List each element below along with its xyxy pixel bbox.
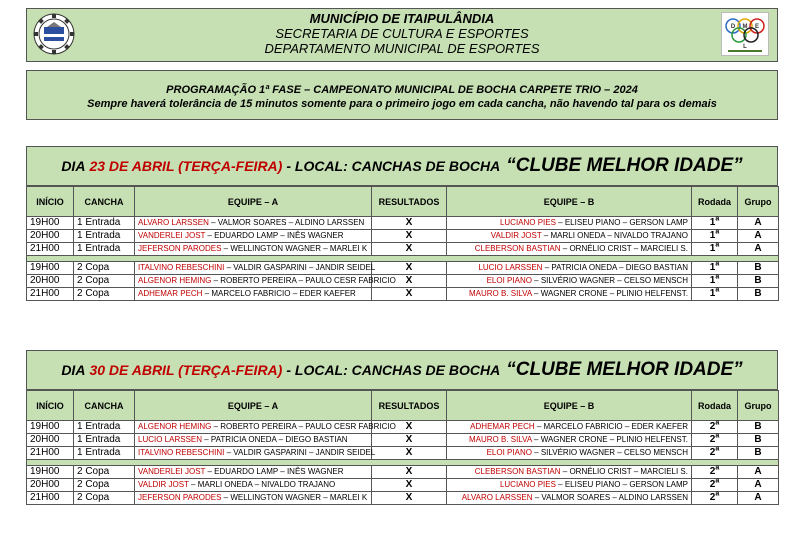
table-row bbox=[27, 262, 779, 275]
team-a-members: – PATRICIA ONEDA – DIEGO BASTIAN bbox=[202, 435, 348, 444]
court: 1 Entrada bbox=[74, 217, 135, 230]
team-a-members: – VALDIR GASPARINI – JANDIR SEIDEL bbox=[224, 448, 376, 457]
team-a-captain: ALVARO LARSSEN bbox=[138, 218, 209, 227]
group: B bbox=[738, 447, 779, 460]
programming-box bbox=[26, 70, 778, 120]
result: X bbox=[372, 492, 447, 505]
team-a-members: – EDUARDO LAMP – INÊS WAGNER bbox=[205, 467, 344, 476]
team-b-members: – PATRICIA ONEDA – DIEGO BASTIAN bbox=[542, 263, 688, 272]
group: A bbox=[738, 230, 779, 243]
day-prefix: DIA bbox=[61, 158, 86, 174]
team-a bbox=[135, 421, 396, 434]
team-a-captain: VANDERLEI JOST bbox=[138, 467, 206, 476]
round bbox=[692, 243, 738, 256]
round-number: 2 bbox=[709, 421, 716, 432]
result: X bbox=[372, 262, 447, 275]
team-b bbox=[447, 230, 692, 243]
ordinal-mark: a bbox=[715, 490, 720, 498]
court: 2 Copa bbox=[74, 492, 135, 505]
start-time: 19H00 bbox=[27, 466, 74, 479]
team-b-captain: LUCIO LARSSEN bbox=[478, 263, 543, 272]
table-row bbox=[27, 230, 779, 243]
round bbox=[692, 421, 738, 434]
team-b-members: – ELISEU PIANO – GERSON LAMP bbox=[555, 480, 688, 489]
table-row bbox=[27, 479, 779, 492]
court: 1 Entrada bbox=[74, 243, 135, 256]
start-time: 20H00 bbox=[27, 479, 74, 492]
round bbox=[692, 466, 738, 479]
team-a bbox=[135, 434, 372, 447]
start-time: 19H00 bbox=[27, 262, 74, 275]
group: B bbox=[738, 421, 779, 434]
col-equipe-a: EQUIPE – A bbox=[135, 391, 372, 421]
ordinal-mark: a bbox=[715, 477, 720, 485]
col-cancha: CANCHA bbox=[74, 187, 135, 217]
table-header-row bbox=[27, 391, 779, 421]
ordinal-mark: a bbox=[715, 228, 720, 236]
team-b-members: – MARCELO FABRICIO – EDER KAEFER bbox=[534, 422, 688, 431]
team-b bbox=[447, 492, 692, 505]
day-date: 30 DE ABRIL (TERÇA-FEIRA) bbox=[89, 362, 283, 378]
round-number: 1 bbox=[709, 262, 716, 273]
round-number: 2 bbox=[709, 492, 716, 503]
start-time: 19H00 bbox=[27, 217, 74, 230]
header-box bbox=[26, 8, 778, 62]
round bbox=[692, 434, 738, 447]
start-time: 21H00 bbox=[27, 492, 74, 505]
start-time: 21H00 bbox=[27, 288, 74, 301]
secretariat-name: SECRETARIA DE CULTURA E ESPORTES bbox=[275, 26, 529, 41]
team-a-members: – WELLINGTON WAGNER – MARLEI K bbox=[221, 244, 368, 253]
team-a bbox=[135, 217, 372, 230]
team-a bbox=[135, 492, 372, 505]
col-equipe-b: EQUIPE – B bbox=[447, 187, 692, 217]
start-time: 21H00 bbox=[27, 447, 74, 460]
team-a bbox=[135, 230, 372, 243]
team-b bbox=[447, 262, 692, 275]
start-time: 20H00 bbox=[27, 230, 74, 243]
programming-title: PROGRAMAÇÃO 1ª FASE – CAMPEONATO MUNICIPAL DE BOCHA CARPETE TRIO – 2024 bbox=[166, 84, 638, 96]
group: B bbox=[738, 288, 779, 301]
round-number: 1 bbox=[709, 230, 716, 241]
team-a-captain: ITALVINO REBESCHINI bbox=[138, 263, 225, 272]
group: A bbox=[738, 492, 779, 505]
team-b-captain: ADHEMAR PECH bbox=[470, 422, 535, 431]
day-local-label: - LOCAL: CANCHAS DE BOCHA bbox=[286, 158, 501, 174]
team-b-captain: ELOI PIANO bbox=[486, 276, 532, 285]
table-row bbox=[27, 217, 779, 230]
round-number: 2 bbox=[709, 466, 716, 477]
team-b bbox=[447, 479, 692, 492]
team-a-captain: JEFERSON PARODES bbox=[138, 493, 222, 502]
team-b-members: – SILVÉRIO WAGNER – CELSO MENSCH bbox=[531, 276, 688, 285]
team-b-members: – VALMOR SOARES – ALDINO LARSSEN bbox=[532, 493, 688, 502]
team-a-members: – EDUARDO LAMP – INÊS WAGNER bbox=[205, 231, 344, 240]
team-b bbox=[447, 447, 692, 460]
round-number: 1 bbox=[709, 275, 716, 286]
ordinal-mark: a bbox=[715, 445, 720, 453]
start-time: 19H00 bbox=[27, 421, 74, 434]
round bbox=[692, 479, 738, 492]
table-row bbox=[27, 421, 779, 434]
ordinal-mark: a bbox=[715, 286, 720, 294]
dmel-logo-icon bbox=[721, 12, 769, 56]
group: B bbox=[738, 434, 779, 447]
team-b-captain: ELOI PIANO bbox=[486, 448, 532, 457]
team-b-captain: ALVARO LARSSEN bbox=[461, 493, 533, 502]
result: X bbox=[372, 288, 447, 301]
col-grupo: Grupo bbox=[738, 187, 779, 217]
team-b-members: – WAGNER CRONE – PLINIO HELFENST. bbox=[531, 435, 688, 444]
result: X bbox=[372, 217, 447, 230]
table-row bbox=[27, 466, 779, 479]
result: X bbox=[372, 479, 447, 492]
team-b-members: – MARLI ONEDA – NIVALDO TRAJANO bbox=[541, 231, 688, 240]
team-a-members: – ROBERTO PEREIRA – PAULO CESR FABRICIO bbox=[211, 276, 396, 285]
group: B bbox=[738, 262, 779, 275]
table-header-row bbox=[27, 187, 779, 217]
round bbox=[692, 447, 738, 460]
team-b bbox=[447, 421, 692, 434]
result: X bbox=[372, 421, 447, 434]
svg-text:M: M bbox=[742, 24, 748, 30]
team-a-members: – VALDIR GASPARINI – JANDIR SEIDEL bbox=[224, 263, 376, 272]
day-venue: “CLUBE MELHOR IDADE” bbox=[506, 155, 743, 176]
start-time: 21H00 bbox=[27, 243, 74, 256]
day-title bbox=[26, 146, 778, 186]
ordinal-mark: a bbox=[715, 464, 720, 472]
schedule-table bbox=[26, 390, 779, 505]
team-b-captain: LUCIANO PIES bbox=[499, 218, 556, 227]
court: 1 Entrada bbox=[74, 434, 135, 447]
team-a-members: – MARLI ONEDA – NIVALDO TRAJANO bbox=[188, 480, 336, 489]
group: A bbox=[738, 243, 779, 256]
day-prefix: DIA bbox=[61, 362, 86, 378]
team-b-captain: LUCIANO PIES bbox=[499, 480, 556, 489]
team-a bbox=[135, 243, 372, 256]
team-a-members: – WELLINGTON WAGNER – MARLEI K bbox=[221, 493, 368, 502]
team-b-members: – WAGNER CRONE – PLINIO HELFENST. bbox=[531, 289, 688, 298]
team-a-captain: VALDIR JOST bbox=[138, 480, 189, 489]
round-number: 2 bbox=[709, 447, 716, 458]
schedule-table bbox=[26, 186, 779, 301]
team-a-captain: ADHEMAR PECH bbox=[138, 289, 203, 298]
team-a-members: – ROBERTO PEREIRA – PAULO CESR FABRICIO bbox=[211, 422, 396, 431]
day-title bbox=[26, 350, 778, 390]
team-a bbox=[135, 275, 396, 288]
team-b-captain: VALDIR JOST bbox=[490, 231, 542, 240]
round bbox=[692, 275, 738, 288]
tolerance-note: Sempre haverá tolerância de 15 minutos somente para o primeiro jogo em cada cancha, não havendo tal para os demais bbox=[87, 98, 717, 110]
ordinal-mark: a bbox=[715, 215, 720, 223]
col-equipe-a: EQUIPE – A bbox=[135, 187, 372, 217]
round-number: 1 bbox=[709, 288, 716, 299]
team-b-captain: CLEBERSON BASTIAN bbox=[474, 244, 561, 253]
round-number: 2 bbox=[709, 434, 716, 445]
team-b bbox=[447, 217, 692, 230]
round bbox=[692, 288, 738, 301]
col-grupo: Grupo bbox=[738, 391, 779, 421]
team-a bbox=[135, 288, 372, 301]
team-a-captain: ALGENOR HEMING bbox=[138, 422, 212, 431]
team-a-captain: ALGENOR HEMING bbox=[138, 276, 212, 285]
table-row bbox=[27, 288, 779, 301]
team-b-members: – SILVÉRIO WAGNER – CELSO MENSCH bbox=[531, 448, 688, 457]
round-number: 2 bbox=[709, 479, 716, 490]
team-b bbox=[447, 275, 692, 288]
col-equipe-b: EQUIPE – B bbox=[447, 391, 692, 421]
court: 2 Copa bbox=[74, 262, 135, 275]
team-a bbox=[135, 479, 372, 492]
day-date: 23 DE ABRIL (TERÇA-FEIRA) bbox=[89, 158, 283, 174]
court: 2 Copa bbox=[74, 275, 135, 288]
round bbox=[692, 262, 738, 275]
team-a-captain: JEFERSON PARODES bbox=[138, 244, 222, 253]
court: 1 Entrada bbox=[74, 230, 135, 243]
col-inicio: INÍCIO bbox=[27, 187, 74, 217]
start-time: 20H00 bbox=[27, 434, 74, 447]
table-row bbox=[27, 243, 779, 256]
team-b-members: – ELISEU PIANO – GERSON LAMP bbox=[555, 218, 688, 227]
group: A bbox=[738, 217, 779, 230]
ordinal-mark: a bbox=[715, 419, 720, 427]
col-cancha: CANCHA bbox=[74, 391, 135, 421]
result: X bbox=[372, 243, 447, 256]
team-b bbox=[447, 434, 692, 447]
col-inicio: INÍCIO bbox=[27, 391, 74, 421]
team-a-members: – MARCELO FABRICIO – EDER KAEFER bbox=[202, 289, 356, 298]
municipality-name: MUNICÍPIO DE ITAIPULÂNDIA bbox=[309, 11, 495, 26]
municipality-seal-icon bbox=[33, 13, 75, 55]
ordinal-mark: a bbox=[715, 241, 720, 249]
svg-text:E: E bbox=[754, 24, 760, 30]
group: A bbox=[738, 479, 779, 492]
day-venue: “CLUBE MELHOR IDADE” bbox=[506, 359, 743, 380]
result: X bbox=[372, 434, 447, 447]
team-a-captain: VANDERLEI JOST bbox=[138, 231, 206, 240]
col-rodada: Rodada bbox=[692, 391, 738, 421]
start-time: 20H00 bbox=[27, 275, 74, 288]
result: X bbox=[372, 230, 447, 243]
court: 2 Copa bbox=[74, 288, 135, 301]
ordinal-mark: a bbox=[715, 432, 720, 440]
team-b-captain: CLEBERSON BASTIAN bbox=[474, 467, 561, 476]
round-number: 1 bbox=[709, 243, 716, 254]
result: X bbox=[372, 466, 447, 479]
col-resultados: RESULTADOS bbox=[372, 187, 447, 217]
table-row bbox=[27, 447, 779, 460]
ordinal-mark: a bbox=[715, 260, 720, 268]
round bbox=[692, 230, 738, 243]
team-a bbox=[135, 262, 376, 275]
col-rodada: Rodada bbox=[692, 187, 738, 217]
table-row bbox=[27, 492, 779, 505]
result: X bbox=[372, 275, 447, 288]
round bbox=[692, 492, 738, 505]
table-row bbox=[27, 434, 779, 447]
team-a-captain: ITALVINO REBESCHINI bbox=[138, 448, 225, 457]
team-a bbox=[135, 466, 372, 479]
team-b-members: – ORNÉLIO CRIST – MARCIELI S. bbox=[560, 244, 688, 253]
team-b-captain: MAURO B. SILVA bbox=[468, 435, 532, 444]
ordinal-mark: a bbox=[715, 273, 720, 281]
team-b-members: – ORNÉLIO CRIST – MARCIELI S. bbox=[560, 467, 688, 476]
group: A bbox=[738, 466, 779, 479]
court: 2 Copa bbox=[74, 466, 135, 479]
court: 1 Entrada bbox=[74, 447, 135, 460]
team-a-captain: LUCIO LARSSEN bbox=[138, 435, 203, 444]
group: B bbox=[738, 275, 779, 288]
court: 2 Copa bbox=[74, 479, 135, 492]
svg-text:L: L bbox=[743, 44, 747, 50]
day-local-label: - LOCAL: CANCHAS DE BOCHA bbox=[286, 362, 501, 378]
team-b bbox=[447, 466, 692, 479]
round-number: 1 bbox=[709, 217, 716, 228]
svg-text:D: D bbox=[730, 24, 736, 30]
team-b bbox=[447, 243, 692, 256]
team-a bbox=[135, 447, 376, 460]
team-b bbox=[447, 288, 692, 301]
result: X bbox=[372, 447, 447, 460]
team-b-captain: MAURO B. SILVA bbox=[468, 289, 532, 298]
round bbox=[692, 217, 738, 230]
col-resultados: RESULTADOS bbox=[372, 391, 447, 421]
team-a-members: – VALMOR SOARES – ALDINO LARSSEN bbox=[208, 218, 365, 227]
court: 1 Entrada bbox=[74, 421, 135, 434]
table-row bbox=[27, 275, 779, 288]
department-name: DEPARTAMENTO MUNICIPAL DE ESPORTES bbox=[264, 41, 540, 56]
